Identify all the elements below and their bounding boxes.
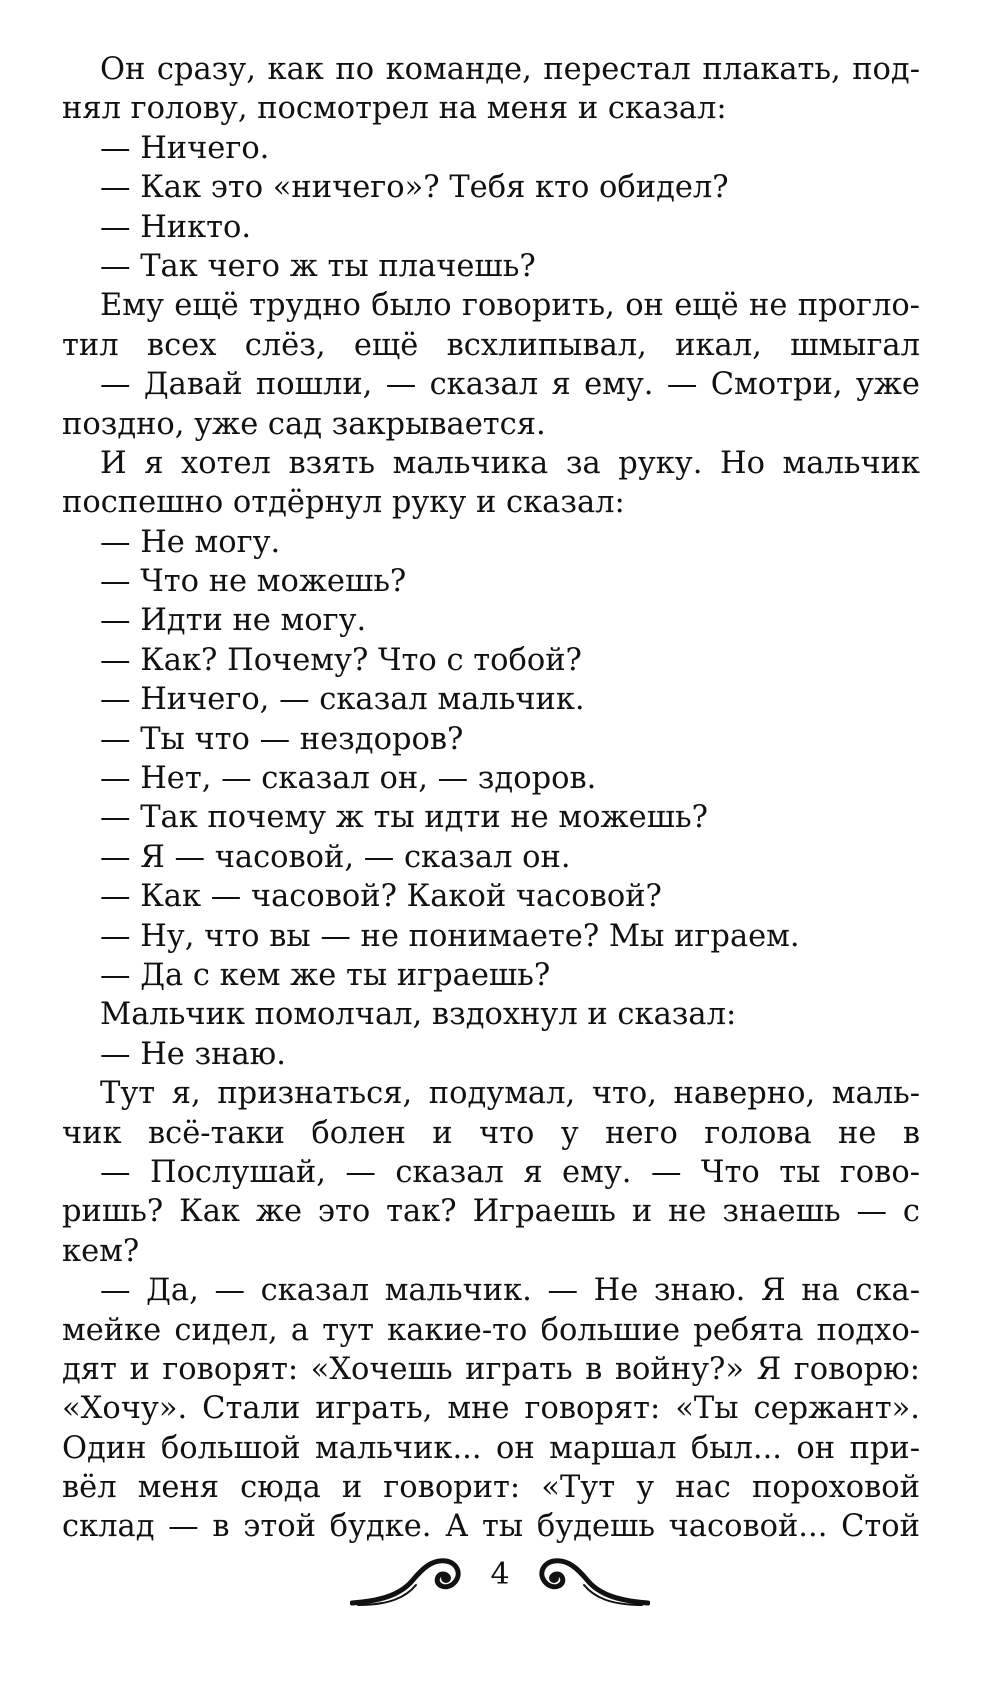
page-number: 4 (490, 1557, 510, 1592)
text-line: — Не могу. (100, 524, 281, 560)
text-line: — Как это «ничего»? Тебя кто обидел? (100, 170, 729, 206)
text-line: И я хотел взять мальчика за руку. Но мальчик (100, 445, 920, 481)
text-line: — Нет, — сказал он, — здоров. (100, 761, 597, 797)
text-line: — Никто. (100, 209, 252, 245)
page-number-ornament (370, 1545, 630, 1615)
text-line: Он сразу, как по команде, перестал плакать, под- (100, 52, 920, 87)
text-line: — Да с кем же ты играешь? (100, 957, 551, 993)
right-swirl-ornament-icon (530, 1551, 650, 1611)
text-line: — Идти не могу. (100, 603, 367, 639)
text-line: — Давай пошли, — сказал я ему. — Смотри, уже (100, 367, 920, 403)
text-line: — Я — часовой, — сказал он. (100, 839, 571, 875)
text-line: Мальчик помолчал, вздохнул и сказал: (100, 997, 737, 1033)
text-line: ришь? Как же это так? Играешь и не знаешь — с (62, 1194, 920, 1230)
text-line: поздно, уже сад закрывается. (62, 406, 546, 442)
text-line: — Ничего. (100, 130, 270, 166)
text-line: склад — в этой будке. А ты будешь часовой... Стой (62, 1509, 920, 1545)
text-line: — Да, — сказал мальчик. — Не знаю. Я на ска- (100, 1273, 920, 1309)
page-footer (0, 1545, 1000, 1615)
text-line: поспешно отдёрнул руку и сказал: (62, 485, 625, 521)
text-line: — Что не можешь? (100, 564, 407, 600)
text-line: тил всех слёз, ещё всхлипывал, икал, шмыгал (62, 327, 920, 363)
text-line: Ему ещё трудно было говорить, он ещё не прогло- (100, 288, 920, 324)
text-line: — Так чего ж ты плачешь? (100, 248, 536, 284)
text-line: — Послушай, — сказал я ему. — Что ты гово- (100, 1154, 920, 1190)
text-line: «Хочу». Стали играть, мне говорят: «Ты сержант». (62, 1391, 920, 1427)
text-line: — Ничего, — сказал мальчик. (100, 682, 585, 718)
text-line: — Как — часовой? Какой часовой? (100, 879, 662, 915)
text-line: — Ты что — нездоров? (100, 721, 464, 757)
text-line: — Ну, что вы — не понимаете? Мы играем. (100, 918, 800, 954)
text-line: вёл меня сюда и говорит: «Тут у нас пороховой (62, 1470, 920, 1506)
text-line: — Как? Почему? Что с тобой? (100, 642, 582, 678)
text-line: Один большой мальчик... он маршал был... он при- (62, 1430, 920, 1466)
text-line: — Не знаю. (100, 1036, 286, 1072)
page-text (62, 50, 920, 1547)
text-line: мейке сидел, а тут какие-то большие ребята подхо- (62, 1312, 920, 1348)
text-line: — Так почему ж ты идти не можешь? (100, 800, 708, 836)
text-line: кем? (62, 1233, 140, 1269)
text-line: чик всё-таки болен и что у него голова не в (62, 1115, 920, 1151)
text-line: Тут я, признаться, подумал, что, наверно, маль- (100, 1076, 920, 1112)
text-line: нял голову, посмотрел на меня и сказал: (62, 91, 727, 127)
text-line: дят и говорят: «Хочешь играть в войну?» Я говорю: (62, 1351, 920, 1387)
